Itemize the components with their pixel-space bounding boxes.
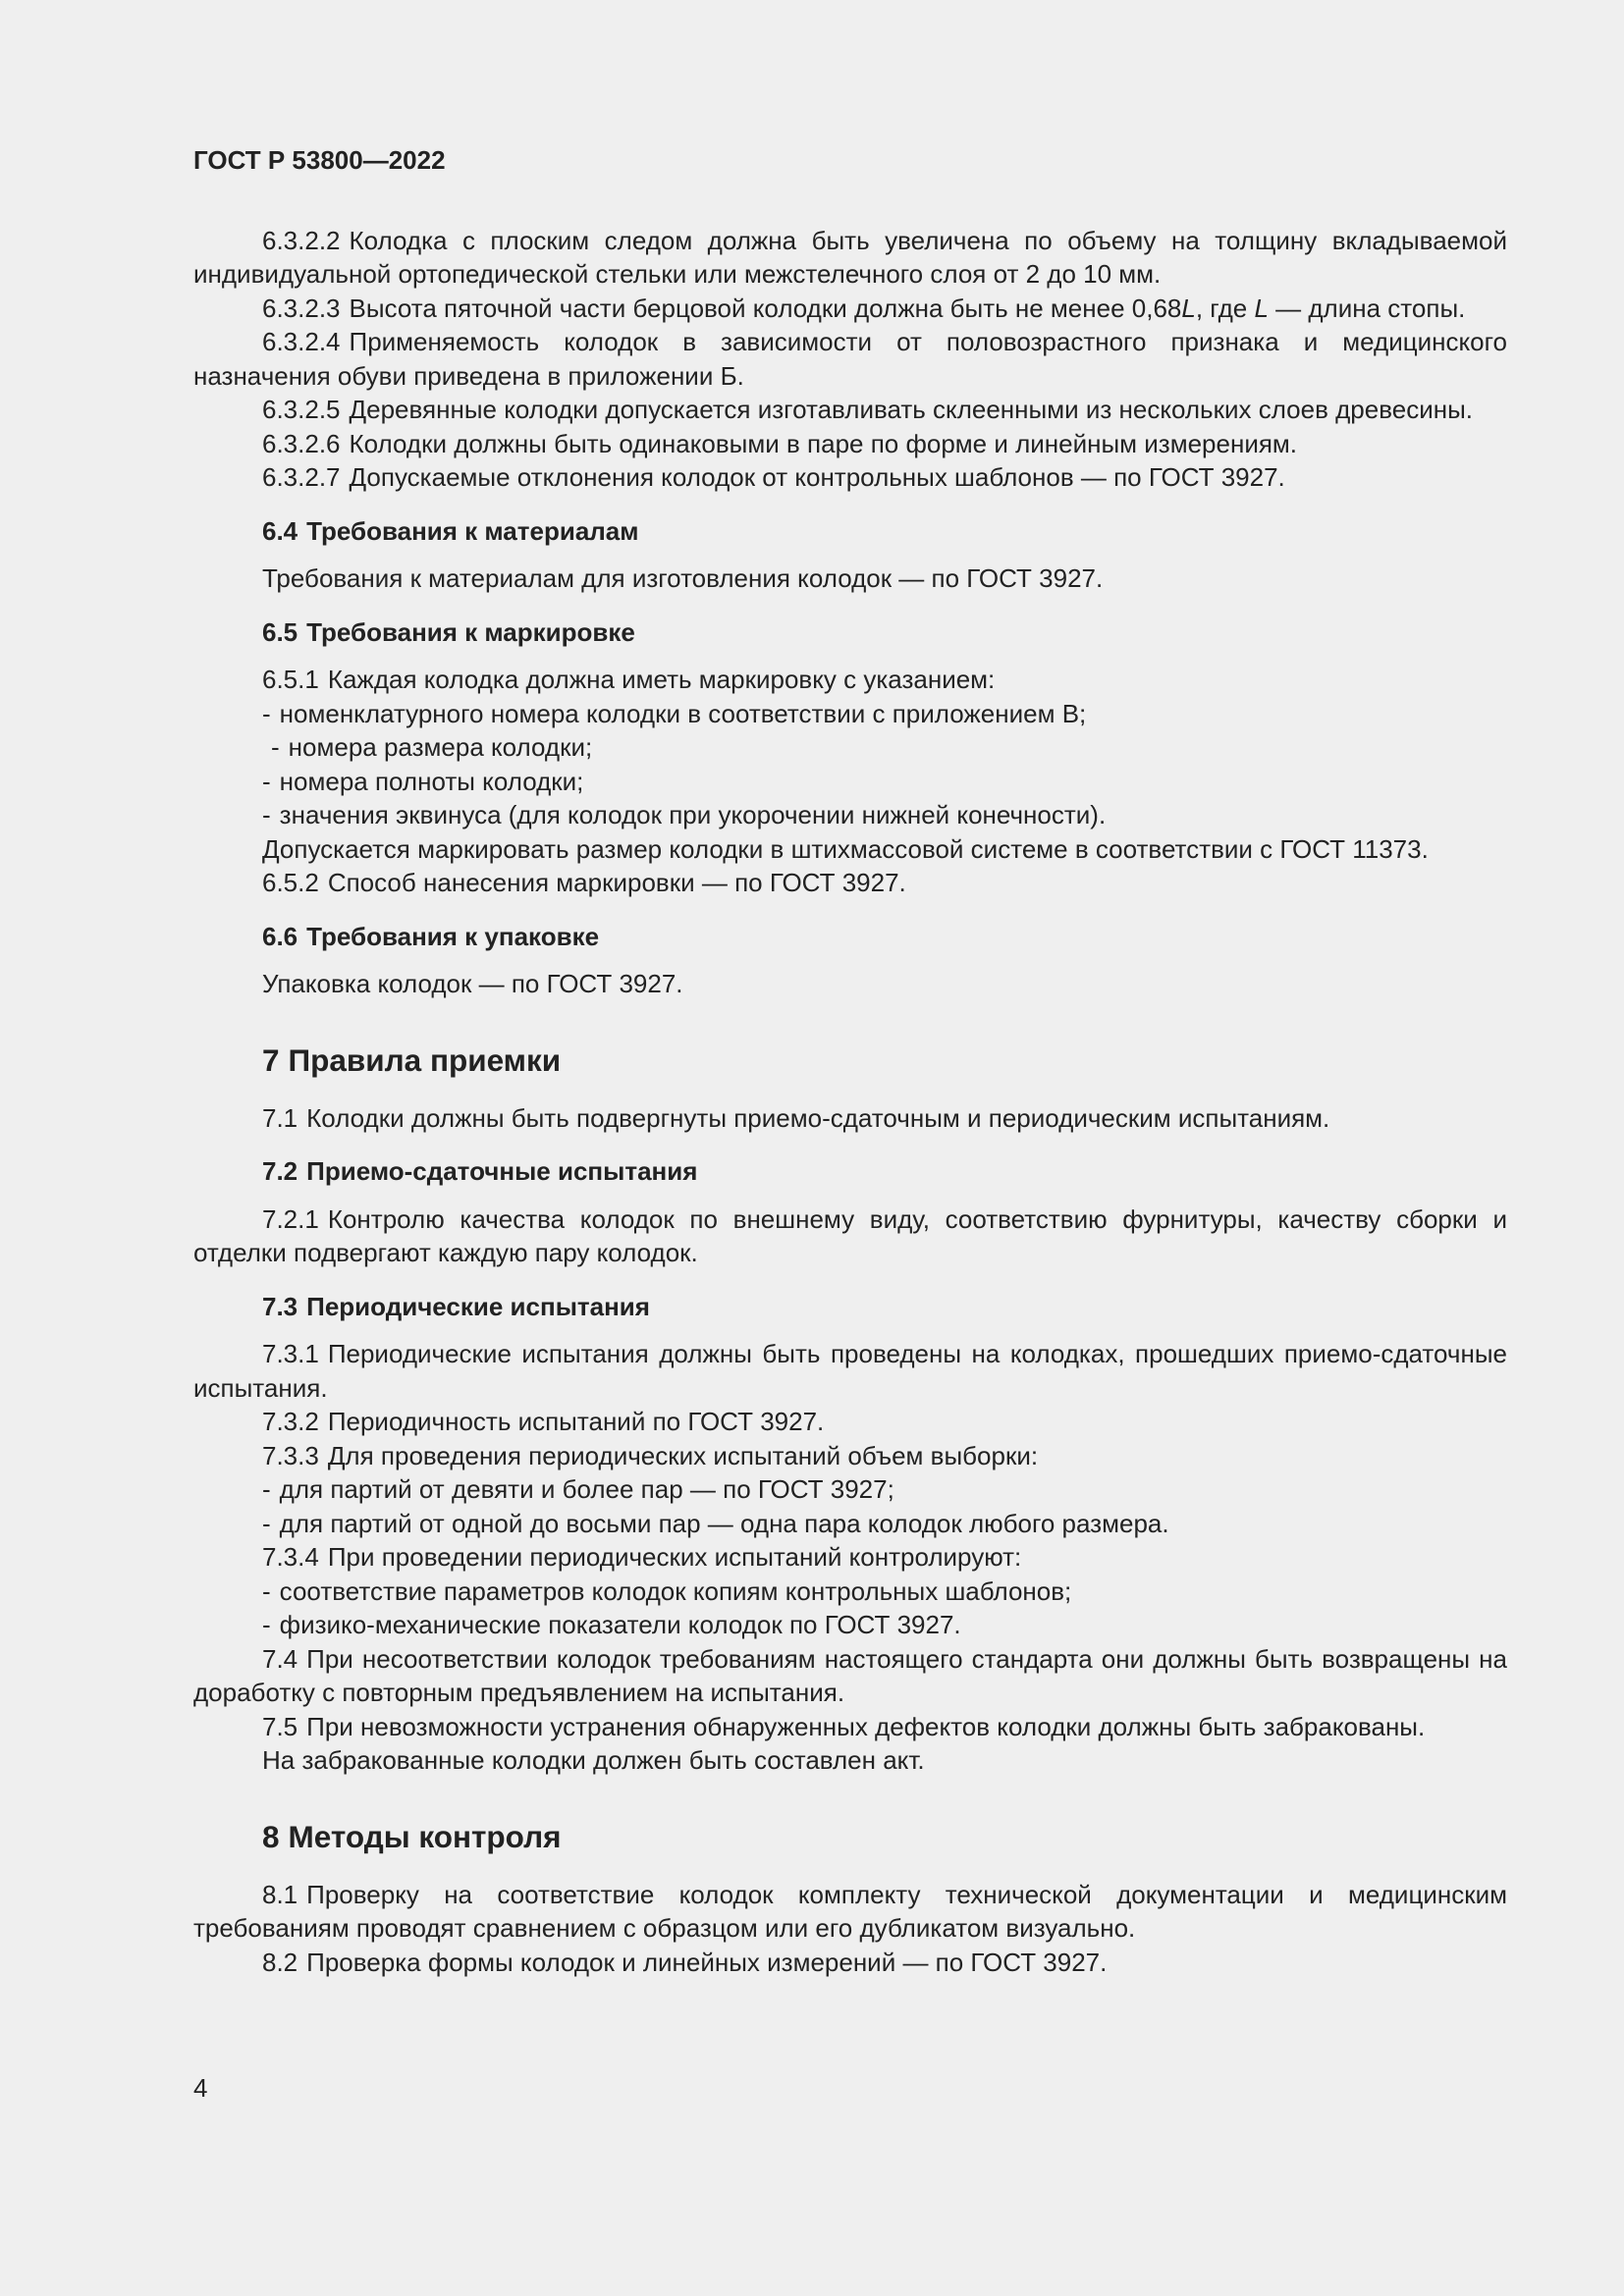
- paragraph-7-3-3: [193, 1439, 1507, 1473]
- section-number: 7.2: [262, 1156, 298, 1186]
- clause-text: Высота пяточной части берцовой колодки должна быть не менее 0,68: [349, 293, 1182, 323]
- section-heading-7-3: [193, 1290, 1507, 1324]
- section-number: 7.3: [262, 1291, 298, 1321]
- list-item-text: физико-механические показатели колодок по ГОСТ 3927.: [279, 1610, 961, 1639]
- list-dash: -: [262, 800, 271, 829]
- list-item: [193, 730, 1507, 765]
- clause-text: Каждая колодка должна иметь маркировку с указанием:: [327, 665, 996, 694]
- paragraph-8-2: [193, 1946, 1507, 1980]
- paragraph-6-5-2: [193, 866, 1507, 900]
- list-dash: -: [262, 1575, 271, 1606]
- paragraph-7-3-1: [193, 1337, 1507, 1405]
- clause-text: Контролю качества колодок по внешнему виду, соответствию фурнитуры, качеству сборки и отделки подвергают каждую пару колодок.: [193, 1203, 1507, 1267]
- paragraph-7-3-4: [193, 1540, 1507, 1575]
- clause-number: 6.3.2.5: [262, 395, 341, 424]
- clause-number: 6.3.2.6: [262, 428, 341, 458]
- clause-text: Применяемость колодок в зависимости от половозрастного признака и медицинского назначения обуви приведена в приложении Б.: [193, 327, 1507, 391]
- list-dash: -: [262, 1474, 271, 1504]
- paragraph-7-1: [193, 1101, 1507, 1136]
- list-item: [193, 1472, 1507, 1507]
- clause-number: 7.3.2: [262, 1407, 319, 1436]
- clause-text: Проверка формы колодок и линейных измерений — по ГОСТ 3927.: [306, 1947, 1108, 1977]
- document-page: [193, 143, 1507, 1979]
- clause-number: 6.3.2.2: [262, 225, 341, 255]
- paragraph-note: Допускается маркировать размер колодки в штихмассовой системе в соответствии с ГОСТ 11373.: [262, 833, 1429, 864]
- paragraph-8-1: [193, 1878, 1507, 1946]
- list-item-text: номера полноты колодки;: [279, 766, 584, 796]
- section-heading-6-4: [193, 514, 1507, 549]
- list-item-text: соответствие параметров колодок копиям контрольных шаблонов;: [279, 1575, 1072, 1606]
- clause-number: 6.5.1: [262, 665, 319, 694]
- clause-text: Колодки должны быть одинаковыми в паре по форме и линейным измерениям.: [349, 428, 1298, 458]
- paragraph-6-6: Упаковка колодок — по ГОСТ 3927.: [262, 969, 683, 998]
- clause-number: 7.3.1: [262, 1339, 319, 1368]
- clause-number: 8.2: [262, 1947, 298, 1977]
- paragraph-7-2-1: [193, 1202, 1507, 1270]
- list-item: [193, 1575, 1507, 1609]
- clause-text: Допускаемые отклонения колодок от контрольных шаблонов — по ГОСТ 3927.: [349, 462, 1285, 492]
- list-dash: -: [262, 698, 271, 728]
- list-dash: -: [271, 732, 280, 762]
- page-number: 4: [193, 2073, 208, 2103]
- clause-number: 6.5.2: [262, 868, 319, 897]
- clause-text: , где: [1195, 293, 1255, 323]
- list-item: [193, 697, 1507, 731]
- paragraph-7-3-2: [193, 1405, 1507, 1439]
- section-title: Приемо-сдаточные испытания: [306, 1156, 698, 1186]
- list-item: [193, 1507, 1507, 1541]
- clause-text: Периодичность испытаний по ГОСТ 3927.: [327, 1407, 825, 1436]
- chapter-heading-8: [193, 1817, 1507, 1856]
- chapter-number: 7: [262, 1041, 280, 1078]
- clause-number: 8.1: [262, 1879, 298, 1909]
- list-item: [193, 798, 1507, 832]
- paragraph-6-3-2-5: [193, 393, 1507, 427]
- clause-number: 7.4: [262, 1643, 298, 1674]
- paragraph-6-3-2-4: [193, 325, 1507, 393]
- section-heading-7-2: [193, 1154, 1507, 1189]
- clause-number: 7.3.4: [262, 1542, 319, 1572]
- clause-number: 7.5: [262, 1711, 298, 1741]
- clause-number: 7.1: [262, 1102, 298, 1133]
- paragraph-6-3-2-6: [193, 427, 1507, 461]
- chapter-number: 8: [262, 1818, 280, 1854]
- clause-text: Способ нанесения маркировки — по ГОСТ 3927.: [327, 868, 906, 897]
- list-item-text: номенклатурного номера колодки в соответствии с приложением В;: [279, 698, 1087, 728]
- section-title: Требования к материалам: [306, 515, 639, 546]
- paragraph-7-5: [193, 1710, 1507, 1744]
- paragraph-6-3-2-2: [193, 224, 1507, 292]
- list-item: [193, 765, 1507, 799]
- document-header: ГОСТ Р 53800—2022: [193, 145, 446, 175]
- clause-symbol: L: [1181, 293, 1196, 323]
- clause-text: — длина стопы.: [1268, 293, 1466, 323]
- section-title: Требования к маркировке: [306, 616, 635, 647]
- section-title: Периодические испытания: [306, 1291, 650, 1321]
- clause-text: При невозможности устранения обнаруженных дефектов колодки должны быть забракованы.: [306, 1711, 1426, 1741]
- list-dash: -: [262, 1508, 271, 1538]
- clause-number: 6.3.2.3: [262, 293, 341, 323]
- list-dash: -: [262, 766, 271, 796]
- list-item-text: значения эквинуса (для колодок при укорочении нижней конечности).: [279, 800, 1107, 829]
- clause-text: При несоответствии колодок требованиям настоящего стандарта они должны быть возвращены на доработку с повторным предъявлением на испытания.: [193, 1643, 1507, 1707]
- clause-number: 7.2.1: [262, 1203, 319, 1234]
- clause-text: Проверку на соответствие колодок комплекту технической документации и медицинским требованиям проводят сравнением с образцом или его дубликатом визуально.: [193, 1879, 1507, 1943]
- section-number: 6.5: [262, 616, 298, 647]
- section-title: Требования к упаковке: [306, 921, 600, 951]
- paragraph-6-3-2-3: [193, 292, 1507, 326]
- paragraph-6-3-2-7: [193, 460, 1507, 495]
- clause-text: Периодические испытания должны быть проведены на колодках, прошедших приемо-сдаточные испытания.: [193, 1339, 1507, 1403]
- list-item-text: номера размера колодки;: [288, 732, 593, 762]
- paragraph-6-4: Требования к материалам для изготовления колодок — по ГОСТ 3927.: [262, 563, 1104, 593]
- clause-text: Деревянные колодки допускается изготавливать склеенными из нескольких слоев древесины.: [349, 395, 1473, 424]
- list-item-text: для партий от девяти и более пар — по ГОСТ 3927;: [279, 1474, 894, 1504]
- clause-text: Колодка с плоским следом должна быть увеличена по объему на толщину вкладываемой индивидуальной ортопедической стельки или межстелечного слоя от 2 до 10 мм.: [193, 225, 1507, 289]
- list-item-text: для партий от одной до восьми пар — одна пара колодок любого размера.: [279, 1508, 1169, 1538]
- paragraph-7-5-act: На забракованные колодки должен быть составлен акт.: [262, 1745, 925, 1775]
- chapter-title: Методы контроля: [288, 1818, 562, 1854]
- section-heading-6-6: [193, 920, 1507, 954]
- clause-number: 7.3.3: [262, 1440, 319, 1470]
- clause-text: Для проведения периодических испытаний объем выборки:: [327, 1440, 1039, 1470]
- clause-symbol: L: [1254, 293, 1269, 323]
- clause-number: 6.3.2.4: [262, 327, 341, 356]
- list-item: [193, 1608, 1507, 1642]
- chapter-title: Правила приемки: [288, 1041, 562, 1078]
- section-number: 6.6: [262, 921, 298, 951]
- section-heading-6-5: [193, 615, 1507, 650]
- list-dash: -: [262, 1610, 271, 1639]
- chapter-heading-7: [193, 1041, 1507, 1080]
- section-number: 6.4: [262, 515, 298, 546]
- paragraph-6-5-1: [193, 663, 1507, 697]
- clause-text: При проведении периодических испытаний контролируют:: [327, 1542, 1022, 1572]
- paragraph-7-4: [193, 1642, 1507, 1710]
- clause-text: Колодки должны быть подвергнуты приемо-сдаточным и периодическим испытаниям.: [306, 1102, 1330, 1133]
- clause-number: 6.3.2.7: [262, 462, 341, 492]
